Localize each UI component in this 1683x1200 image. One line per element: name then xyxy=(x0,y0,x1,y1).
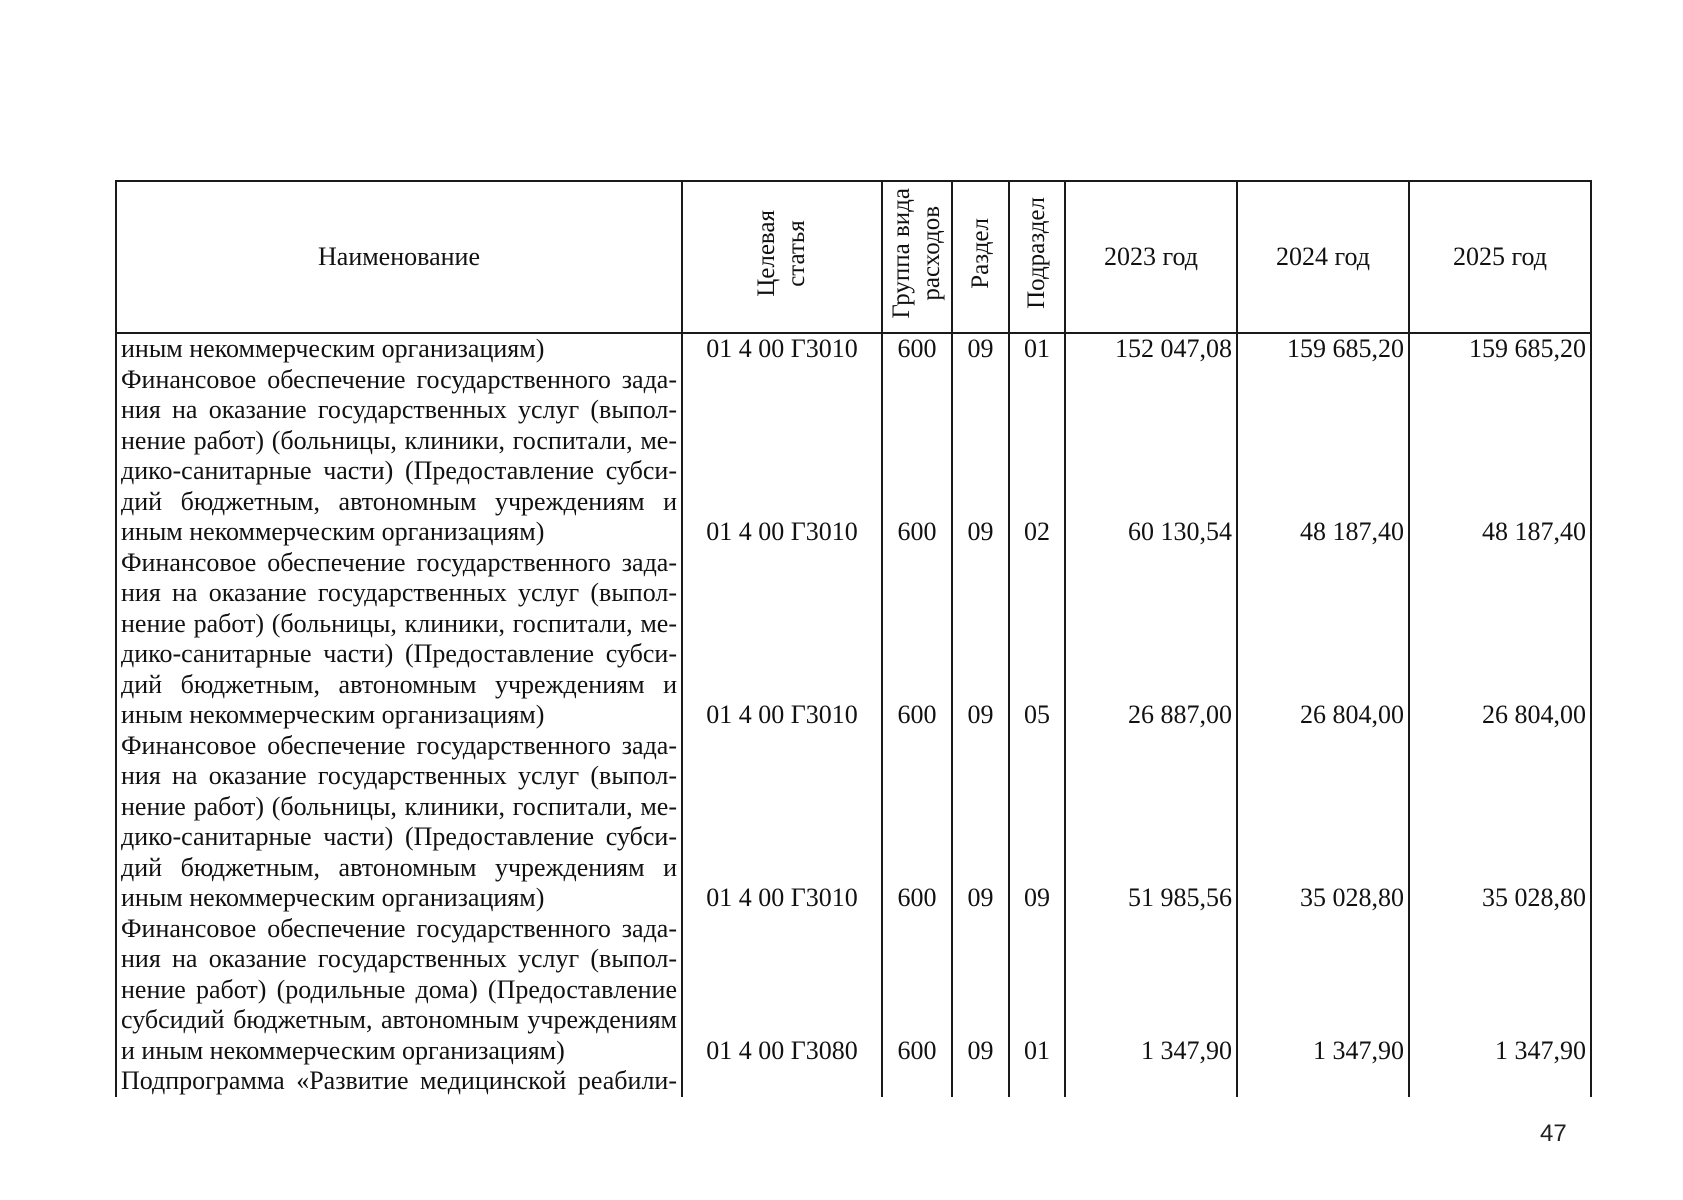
row-section: 09 xyxy=(952,548,1009,731)
budget-table xyxy=(115,180,1592,1097)
header-expense-group-line-1: Группа вида xyxy=(888,187,915,319)
header-expense-group-text xyxy=(887,188,947,319)
row-expense-group: 600 xyxy=(882,333,952,365)
row-name-line: ния на оказание государственных услуг (выпол- xyxy=(121,578,677,607)
row-name-line: нение работ) (больницы, клиники, госпитали, ме- xyxy=(121,425,677,455)
header-target-article-line-1: Целевая xyxy=(753,209,780,297)
row-expense-group: 600 xyxy=(882,365,952,548)
row-section: 09 xyxy=(952,365,1009,548)
row-name-line: и иным некоммерческим организациям) xyxy=(121,1035,565,1065)
row-value-2024: 159 685,20 xyxy=(1237,333,1409,365)
row-name-line: дико-санитарные части) (Предоставление субси- xyxy=(121,822,677,851)
header-section xyxy=(952,181,1009,333)
table-row xyxy=(116,548,1591,731)
row-name-line: дико-санитарные части) (Предоставление субси- xyxy=(121,456,677,485)
header-expense-group xyxy=(882,181,952,333)
row-name-line: Финансовое обеспечение государственного зада- xyxy=(121,913,677,943)
header-year-2024-text: 2024 год xyxy=(1276,241,1370,271)
row-value-2024: 1 347,90 xyxy=(1237,914,1409,1067)
row-name-line: иным некоммерческим организациям) xyxy=(121,517,545,546)
row-name-line: ния на оказание государственных услуг (выпол- xyxy=(121,395,677,424)
row-target-article xyxy=(682,1066,882,1097)
row-value-2025: 35 028,80 xyxy=(1409,731,1591,914)
row-subsection: 02 xyxy=(1009,365,1065,548)
row-section: 09 xyxy=(952,333,1009,365)
header-year-2023 xyxy=(1065,181,1237,333)
header-target-article-text xyxy=(752,210,812,297)
table-row-trailing xyxy=(116,1066,1591,1097)
row-name-line: Финансовое обеспечение государственного зада- xyxy=(121,547,677,577)
row-subsection: 01 xyxy=(1009,914,1065,1067)
header-target-article-line-2: статья xyxy=(783,219,810,287)
row-name-line: дий бюджетным, автономным учреждениям и xyxy=(121,852,677,882)
row-name-cell xyxy=(116,333,682,365)
page-number: 47 xyxy=(1540,1120,1567,1147)
row-name-cell xyxy=(116,914,682,1067)
row-target-article: 01 4 00 Г3010 xyxy=(682,731,882,914)
row-expense-group xyxy=(882,1066,952,1097)
row-name-line: нение работ) (родильные дома) (Предоставление xyxy=(121,974,677,1004)
row-value-2024: 48 187,40 xyxy=(1237,365,1409,548)
row-value-2024 xyxy=(1237,1066,1409,1097)
row-expense-group: 600 xyxy=(882,548,952,731)
row-section: 09 xyxy=(952,731,1009,914)
row-name-line: иным некоммерческим организациям) xyxy=(121,334,545,363)
row-value-2023: 26 887,00 xyxy=(1065,548,1237,731)
row-subsection xyxy=(1009,1066,1065,1097)
row-value-2023: 51 985,56 xyxy=(1065,731,1237,914)
row-name-line: дий бюджетным, автономным учреждениям и xyxy=(121,486,677,516)
row-name-line: Финансовое обеспечение государственного зада- xyxy=(121,364,677,394)
row-name-line: нение работ) (больницы, клиники, госпитали, ме- xyxy=(121,608,677,638)
row-value-2025: 26 804,00 xyxy=(1409,548,1591,731)
row-value-2024: 35 028,80 xyxy=(1237,731,1409,914)
table-header-row xyxy=(116,181,1591,333)
table-row xyxy=(116,914,1591,1067)
header-subsection-text: Подраздел xyxy=(1023,197,1050,310)
row-name-line: дико-санитарные части) (Предоставление субси- xyxy=(121,639,677,668)
row-name-line: ния на оказание государственных услуг (выпол- xyxy=(121,944,677,973)
row-name-cell xyxy=(116,548,682,731)
row-value-2023: 152 047,08 xyxy=(1065,333,1237,365)
row-value-2024: 26 804,00 xyxy=(1237,548,1409,731)
row-subsection: 09 xyxy=(1009,731,1065,914)
header-year-2025 xyxy=(1409,181,1591,333)
row-section xyxy=(952,1066,1009,1097)
row-value-2025 xyxy=(1409,1066,1591,1097)
header-target-article xyxy=(682,181,882,333)
header-section-text: Раздел xyxy=(966,217,994,289)
header-name-text: Наименование xyxy=(318,241,480,271)
row-target-article: 01 4 00 Г3010 xyxy=(682,333,882,365)
header-year-2024 xyxy=(1237,181,1409,333)
row-target-article: 01 4 00 Г3010 xyxy=(682,548,882,731)
row-name-cell xyxy=(116,1066,682,1097)
row-target-article: 01 4 00 Г3080 xyxy=(682,914,882,1067)
row-subsection: 01 xyxy=(1009,333,1065,365)
row-name-line: субсидий бюджетным, автономным учреждениям xyxy=(121,1005,677,1034)
row-value-2023 xyxy=(1065,1066,1237,1097)
row-value-2025: 1 347,90 xyxy=(1409,914,1591,1067)
row-name-cell xyxy=(116,731,682,914)
header-expense-group-line-2: расходов xyxy=(918,205,945,301)
table-body xyxy=(116,333,1591,1097)
row-name-line: иным некоммерческим организациям) xyxy=(121,883,545,912)
row-subsection: 05 xyxy=(1009,548,1065,731)
row-name-line: нение работ) (больницы, клиники, госпитали, ме- xyxy=(121,791,677,821)
row-name-line: Финансовое обеспечение государственного зада- xyxy=(121,730,677,760)
row-value-2025: 159 685,20 xyxy=(1409,333,1591,365)
header-subsection xyxy=(1009,181,1065,333)
table-row xyxy=(116,731,1591,914)
row-target-article: 01 4 00 Г3010 xyxy=(682,365,882,548)
row-name-line: иным некоммерческим организациям) xyxy=(121,700,545,729)
row-name-cell xyxy=(116,365,682,548)
table-row xyxy=(116,365,1591,548)
row-expense-group: 600 xyxy=(882,914,952,1067)
header-year-2025-text: 2025 год xyxy=(1453,241,1547,271)
table-row xyxy=(116,333,1591,365)
row-name-line: ния на оказание государственных услуг (выпол- xyxy=(121,761,677,790)
row-expense-group: 600 xyxy=(882,731,952,914)
row-value-2023: 60 130,54 xyxy=(1065,365,1237,548)
header-year-2023-text: 2023 год xyxy=(1104,241,1198,271)
row-value-2023: 1 347,90 xyxy=(1065,914,1237,1067)
row-name-line: Подпрограмма «Развитие медицинской реабили- xyxy=(121,1066,677,1095)
row-section: 09 xyxy=(952,914,1009,1067)
row-name-line: дий бюджетным, автономным учреждениям и xyxy=(121,669,677,699)
row-value-2025: 48 187,40 xyxy=(1409,365,1591,548)
header-name xyxy=(116,181,682,333)
